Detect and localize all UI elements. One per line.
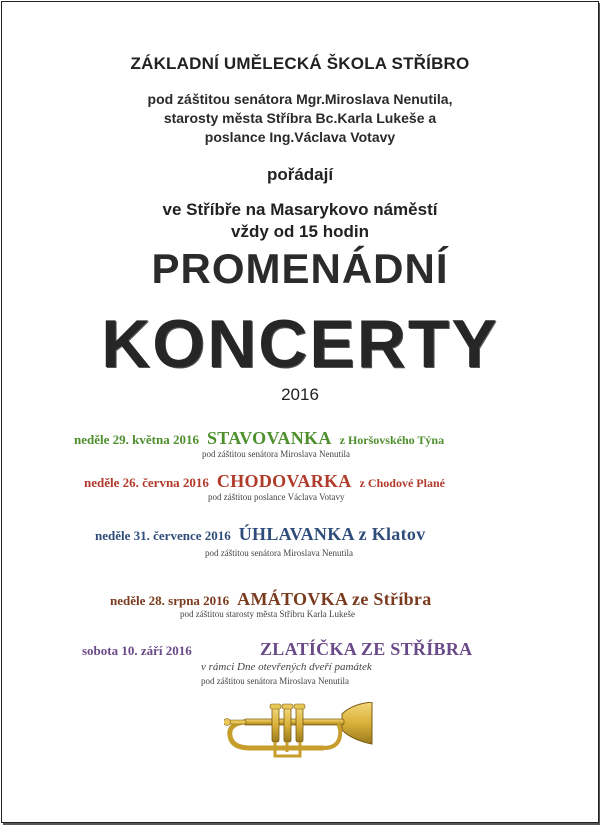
event-date: sobota 10. září 2016 [82,643,192,658]
poster-title-line-2: KONCERTY [101,306,499,382]
poster-title-line-1: PROMENÁDNÍ [151,245,449,292]
event-5-patron: pod záštitou senátora Miroslava Nenutila [201,676,349,686]
event-band: CHODOVARKA [216,471,352,491]
year-text: 2016 [281,385,319,404]
time-text: vždy od 15 hodin [231,222,369,241]
event-date: neděle 28. srpna 2016 [110,593,230,608]
event-date: neděle 29. května 2016 [74,432,199,447]
event-date: neděle 26. června 2016 [84,475,209,490]
event-4 [110,589,432,610]
patron-line-2: starosty města Stříbra Bc.Karla Lukeše a [163,110,437,126]
event-5-note: v rámci Dne otevřených dveří památek [201,661,372,673]
event-1 [74,428,444,449]
event-origin: z Horšovského Týna [339,433,445,447]
event-band: ZLATÍČKA ZE STŘÍBRA [260,639,473,659]
event-origin: z Chodové Plané [359,476,445,490]
venue-text: ve Stříbře na Masarykovo náměstí [162,200,438,219]
event-date: neděle 31. července 2016 [95,528,231,543]
poster [1,1,599,823]
event-1-patron: pod záštitou senátora Miroslava Nenutila [202,449,350,459]
school-name: ZÁKLADNÍ UMĚLECKÁ ŠKOLA STŘÍBRO [130,54,470,73]
patron-line-3: poslance Ing.Václava Votavy [204,129,396,145]
event-band: STAVOVANKA [206,428,332,448]
organize-text: pořádají [266,165,334,184]
event-5-band-wrap [260,639,472,660]
patron-line-1: pod záštitou senátora Mgr.Miroslava Nenutila, [147,91,453,107]
event-3-patron: pod záštitou senátora Miroslava Nenutila [205,548,353,558]
trumpet-icon [224,702,374,762]
event-4-patron: pod záštitou starosty města Stříbru Karla Lukeše [180,609,355,619]
event-2-patron: pod záštitou poslance Václava Votavy [208,492,345,502]
event-2 [84,471,445,492]
event-band: AMÁTOVKA ze Stříbra [237,589,432,609]
event-5-date-wrap [82,642,192,660]
event-band: ÚHLAVANKA z Klatov [238,524,426,544]
event-3 [95,524,426,545]
